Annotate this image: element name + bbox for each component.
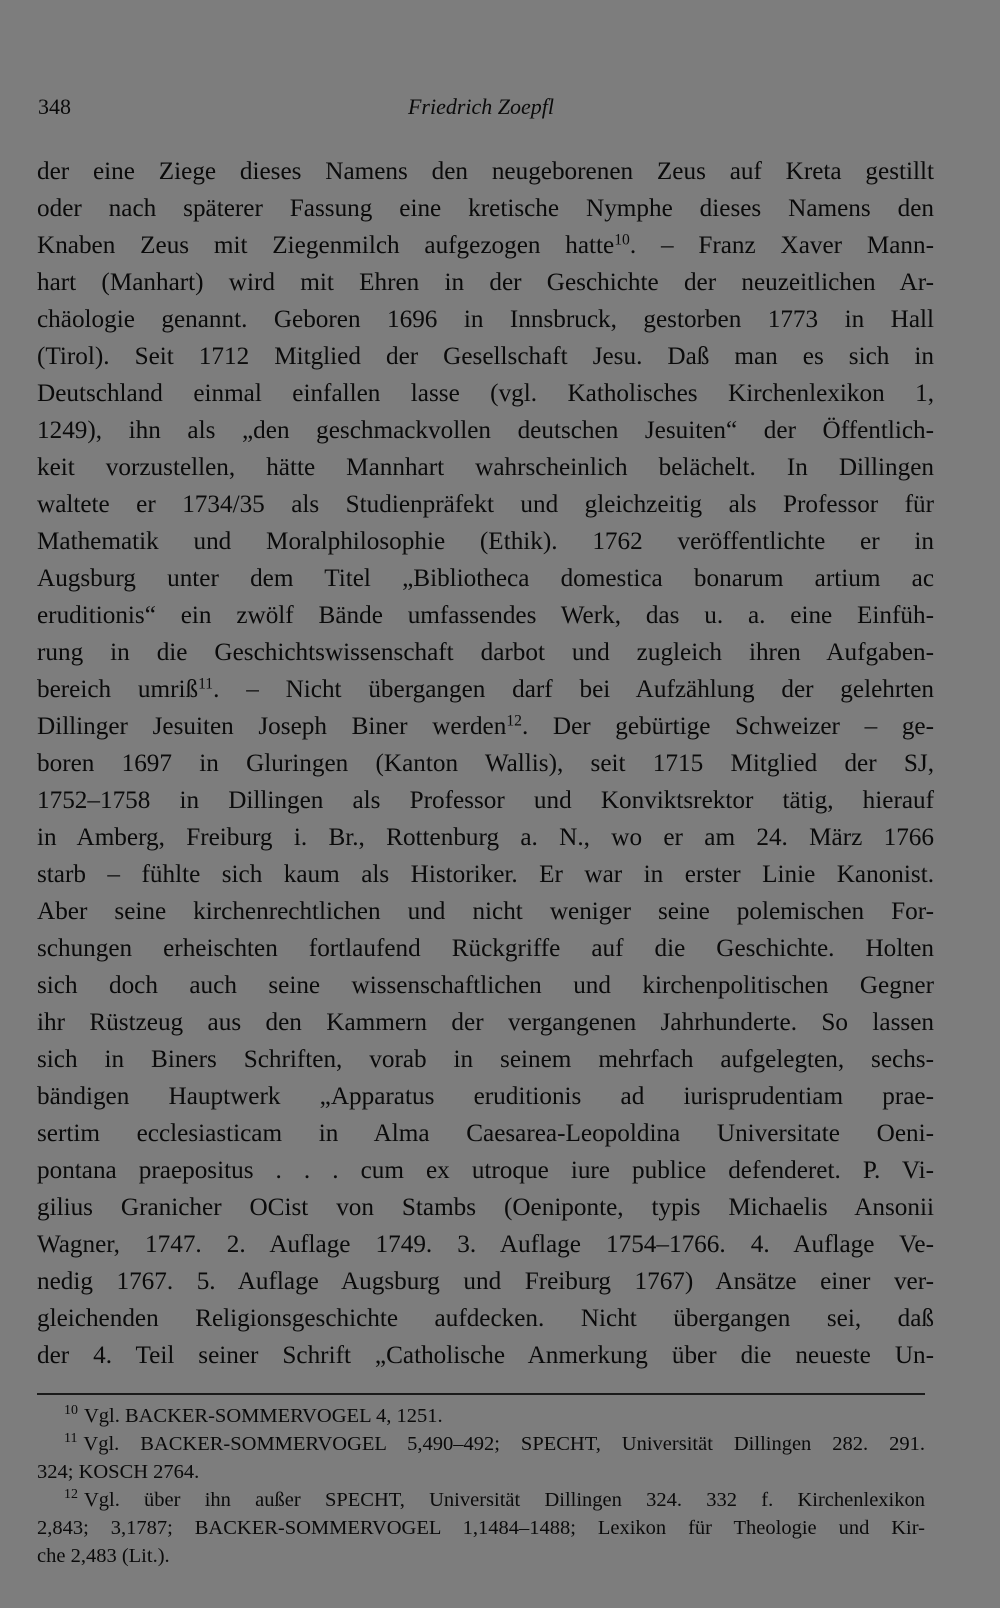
footnote-text: Vgl. BACKER-SOMMERVOGEL 5,490–492; SPECHT, Universität Dillingen 282. 291. [83, 1433, 925, 1455]
text-segment: . Der gebürtige Schweizer – ge- [521, 713, 934, 740]
footnote-text: Vgl. über ihn außer SPECHT, Universität Dillingen 324. 332 f. Kirchenlexikon [83, 1489, 925, 1511]
footnote-10 [37, 1402, 925, 1430]
text-line: gleichenden Religionsgeschichte aufdecken. Nicht übergangen sei, daß [37, 1305, 934, 1332]
text-line: ihr Rüstzeug aus den Kammern der vergangenen Jahrhunderte. So lassen [37, 1009, 934, 1036]
footnote-mark: 11 [64, 1431, 78, 1447]
text-segment: Dillinger Jesuiten Joseph Biner werden [37, 713, 507, 740]
text-line: sertim ecclesiasticam in Alma Caesarea-Leopoldina Universitate Oeni- [37, 1120, 934, 1147]
footnote-mark: 12 [64, 1487, 78, 1503]
footnote-ref-11[interactable]: 11 [198, 675, 214, 693]
footnote-12-continued: 2,843; 3,1787; BACKER-SOMMERVOGEL 1,1484–1488; Lexikon für Theologie und Kir- [37, 1517, 925, 1539]
text-line: Mathematik und Moralphilosophie (Ethik). 1762 veröffentlichte er in [37, 528, 934, 555]
text-line: der 4. Teil seiner Schrift „Catholische Anmerkung über die neueste Un- [37, 1342, 934, 1369]
text-line: Wagner, 1747. 2. Auflage 1749. 3. Auflage 1754–1766. 4. Auflage Ve- [37, 1231, 934, 1258]
running-title: Friedrich Zoepfl [407, 94, 555, 119]
footnote-12-continued: che 2,483 (Lit.). [37, 1545, 170, 1567]
text-line: sich in Biners Schriften, vorab in seinem mehrfach aufgelegten, sechs- [37, 1046, 934, 1073]
footnotes [37, 1402, 925, 1570]
footnote-ref-12[interactable]: 12 [506, 712, 522, 730]
text-line: keit vorzustellen, hätte Mannhart wahrscheinlich belächelt. In Dillingen [37, 454, 934, 481]
body-text [37, 153, 934, 1374]
text-segment: . – Franz Xaver Mann- [629, 232, 934, 259]
text-line [37, 671, 934, 708]
page-number: 348 [38, 94, 71, 119]
text-line: bändigen Hauptwerk „Apparatus eruditionis ad iurisprudentiam prae- [37, 1083, 934, 1110]
footnote-ref-10[interactable]: 10 [614, 231, 630, 249]
text-line: schungen erheischten fortlaufend Rückgriffe auf die Geschichte. Holten [37, 935, 934, 962]
text-line: (Tirol). Seit 1712 Mitglied der Gesellschaft Jesu. Daß man es sich in [37, 343, 934, 370]
text-line: 1249), ihn als „den geschmackvollen deutschen Jesuiten“ der Öffentlich- [37, 417, 934, 444]
text-line [37, 227, 934, 264]
text-line: 1752–1758 in Dillingen als Professor und Konviktsrektor tätig, hierauf [37, 787, 934, 814]
text-line [37, 708, 934, 745]
text-line: eruditionis“ ein zwölf Bände umfassendes Werk, das u. a. eine Einfüh- [37, 602, 934, 629]
text-segment: . – Nicht übergangen darf bei Aufzählung der gelehrten [213, 676, 935, 703]
text-line: waltete er 1734/35 als Studienpräfekt und gleichzeitig als Professor für [37, 491, 934, 518]
footnote-11-continued: 324; KOSCH 2764. [37, 1461, 200, 1483]
footnote-11 [37, 1430, 925, 1458]
text-segment: Knaben Zeus mit Ziegenmilch aufgezogen hatte [37, 232, 615, 259]
text-line: Deutschland einmal einfallen lasse (vgl. Katholisches Kirchenlexikon 1, [37, 380, 934, 407]
text-line: oder nach späterer Fassung eine kretische Nymphe dieses Namens den [37, 195, 934, 222]
text-line: Aber seine kirchenrechtlichen und nicht weniger seine polemischen For- [37, 898, 934, 925]
text-line: sich doch auch seine wissenschaftlichen und kirchenpolitischen Gegner [37, 972, 934, 999]
text-line: gilius Granicher OCist von Stambs (Oeniponte, typis Michaelis Ansonii [37, 1194, 934, 1221]
text-line: rung in die Geschichtswissenschaft darbot und zugleich ihren Aufgaben- [37, 639, 934, 666]
page-header [38, 94, 924, 124]
text-line: in Amberg, Freiburg i. Br., Rottenburg a. N., wo er am 24. März 1766 [37, 824, 934, 851]
text-line: boren 1697 in Gluringen (Kanton Wallis), seit 1715 Mitglied der SJ, [37, 750, 934, 777]
text-segment: bereich umriß [37, 676, 199, 703]
footnote-divider [37, 1393, 925, 1395]
text-line: pontana praepositus . . . cum ex utroque iure publice defenderet. P. Vi- [37, 1157, 934, 1184]
footnote-text: Vgl. BACKER-SOMMERVOGEL 4, 1251. [83, 1405, 443, 1427]
footnote-12 [37, 1486, 925, 1514]
text-line: Augsburg unter dem Titel „Bibliotheca domestica bonarum artium ac [37, 565, 934, 592]
text-line: chäologie genannt. Geboren 1696 in Innsbruck, gestorben 1773 in Hall [37, 306, 934, 333]
footnote-mark: 10 [64, 1403, 78, 1419]
text-line: nedig 1767. 5. Auflage Augsburg und Freiburg 1767) Ansätze einer ver- [37, 1268, 934, 1295]
text-line: starb – fühlte sich kaum als Historiker. Er war in erster Linie Kanonist. [37, 861, 934, 888]
text-line: hart (Manhart) wird mit Ehren in der Geschichte der neuzeitlichen Ar- [37, 269, 934, 296]
text-line: der eine Ziege dieses Namens den neugeborenen Zeus auf Kreta gestillt [37, 158, 934, 185]
